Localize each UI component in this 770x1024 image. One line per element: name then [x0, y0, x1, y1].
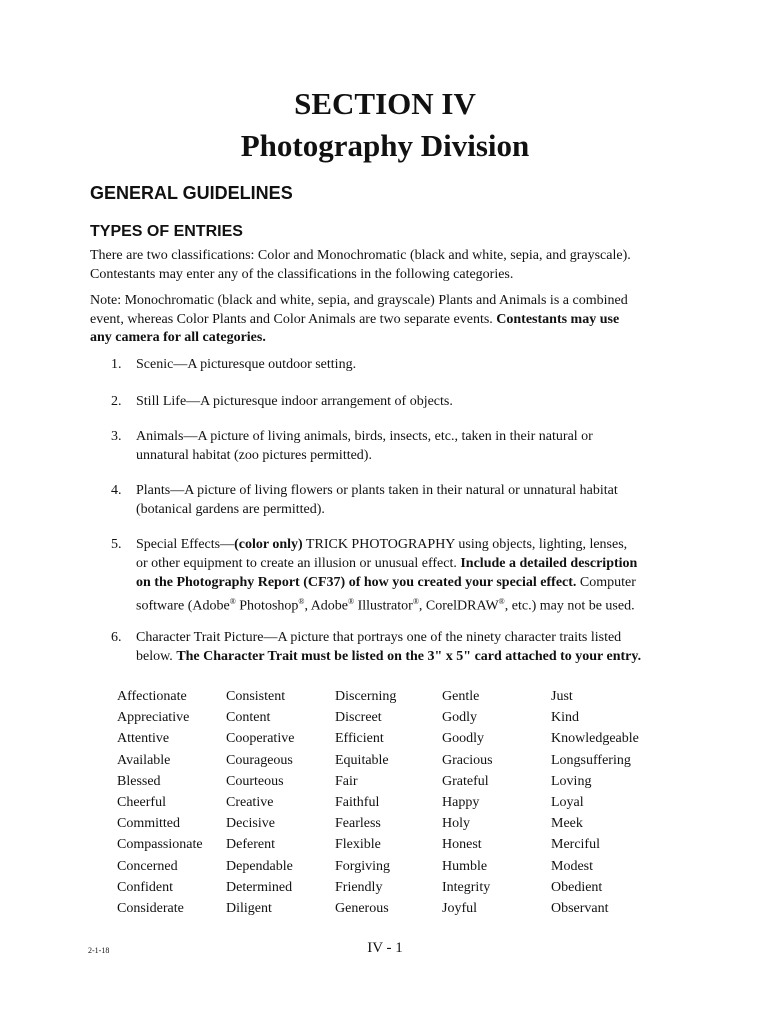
traits-column	[551, 686, 663, 919]
trait-item: Fair	[335, 773, 358, 789]
trait-item: Consistent	[226, 689, 286, 704]
traits-column	[442, 686, 554, 919]
note-text: event, whereas Color Plants and Color Animals are two separate events.	[90, 311, 497, 327]
item-text: Plants—A picture of living flowers or plants taken in their natural or unnatural habitat	[136, 483, 618, 498]
trait-item: Courageous	[226, 752, 293, 768]
note-bold-text: Contestants may use	[496, 311, 620, 327]
item-text	[136, 592, 691, 616]
trait-item: Flexible	[335, 837, 381, 853]
item-text-part: below.	[136, 649, 177, 664]
item-text: Scenic—A picturesque outdoor setting.	[136, 357, 357, 372]
trait-item: Integrity	[442, 879, 491, 895]
trait-item: Just	[551, 689, 573, 704]
trait-item: Considerate	[117, 900, 184, 916]
page-number: IV - 1	[367, 940, 403, 956]
traits-column	[117, 686, 229, 919]
trait-item: Holy	[442, 816, 470, 832]
trait-item: Dependable	[226, 858, 293, 874]
trait-item: Decisive	[226, 816, 275, 832]
item-text	[136, 535, 691, 554]
item-number: 1.	[111, 357, 122, 372]
trait-item: Available	[117, 752, 171, 768]
section-title: SECTION IV	[294, 86, 476, 121]
trait-item: Efficient	[335, 731, 384, 747]
trait-item: Humble	[442, 858, 488, 874]
trait-item: Knowledgeable	[551, 731, 639, 747]
trait-item: Joyful	[442, 900, 477, 916]
trait-item: Blessed	[117, 773, 161, 789]
classifications-paragraph	[90, 247, 690, 284]
trait-item: Generous	[335, 900, 389, 916]
trait-item: Concerned	[117, 858, 178, 874]
trait-item: Goodly	[442, 731, 484, 747]
item-text-part: , Adobe	[304, 598, 349, 614]
trait-item: Determined	[226, 879, 293, 895]
trait-item: Obedient	[551, 879, 603, 895]
trait-item: Confident	[117, 879, 173, 895]
trait-item: Diligent	[226, 900, 272, 916]
trait-item: Loving	[551, 773, 592, 789]
trait-item: Friendly	[335, 879, 383, 895]
types-of-entries-heading: TYPES OF ENTRIES	[90, 223, 243, 240]
trait-item: Kind	[551, 710, 579, 726]
trait-item: Discerning	[335, 689, 397, 704]
item-text-part: Special Effects—	[136, 537, 235, 552]
traits-column	[335, 686, 447, 919]
registered-mark: ®	[348, 597, 355, 606]
trait-item: Forgiving	[335, 858, 390, 874]
item-number: 4.	[111, 483, 122, 498]
item-text: Animals—A picture of living animals, birds, insects, etc., taken in their natural or	[136, 429, 593, 444]
general-guidelines-heading: GENERAL GUIDELINES	[90, 183, 293, 203]
paragraph-line	[90, 311, 690, 330]
item-text-part: software (Adobe	[136, 598, 230, 614]
registered-mark: ®	[298, 597, 305, 606]
item-text-part: Illustrator	[354, 598, 413, 614]
item-bold-part: (color only)	[234, 537, 303, 552]
item-number: 2.	[111, 394, 122, 409]
item-bold-part: on the Photography Report (CF37) of how you created your special effect.	[136, 575, 577, 590]
trait-item: Courteous	[226, 773, 284, 789]
item-text-part: TRICK PHOTOGRAPHY using objects, lighting, lenses,	[302, 537, 628, 552]
division-title: Photography Division	[240, 128, 530, 163]
trait-item: Cooperative	[226, 731, 295, 747]
trait-item: Grateful	[442, 773, 489, 789]
trait-item: Godly	[442, 710, 477, 726]
trait-item: Merciful	[551, 837, 600, 853]
trait-item: Affectionate	[117, 689, 187, 704]
trait-item: Equitable	[335, 752, 389, 768]
trait-item: Appreciative	[117, 710, 190, 726]
item-number: 3.	[111, 429, 122, 444]
registered-mark: ®	[412, 597, 419, 606]
item-text-part: , CorelDRAW	[418, 598, 499, 614]
item-text	[136, 573, 691, 592]
item-text	[136, 647, 691, 666]
trait-item: Deferent	[226, 837, 275, 853]
trait-item: Attentive	[117, 731, 170, 747]
trait-item: Gentle	[442, 689, 480, 704]
paragraph-line: Contestants may enter any of the classifications in the following categories.	[90, 266, 514, 282]
trait-item: Committed	[117, 816, 180, 832]
trait-item: Loyal	[551, 794, 584, 810]
item-text: unnatural habitat (zoo pictures permitted).	[136, 448, 372, 463]
trait-item: Modest	[551, 858, 593, 874]
trait-item: Meek	[551, 816, 583, 832]
traits-column	[226, 686, 338, 919]
item-bold-part: Include a detailed description	[460, 556, 638, 571]
trait-item: Cheerful	[117, 794, 166, 810]
item-text-part: , etc.) may not be used.	[504, 598, 635, 614]
trait-item: Faithful	[335, 794, 380, 810]
note-paragraph	[90, 292, 690, 348]
item-text: (botanical gardens are permitted).	[136, 502, 325, 517]
registered-mark: ®	[229, 597, 236, 606]
item-text-part: or other equipment to create an illusion or unusual effect.	[136, 556, 461, 571]
paragraph-line: Note: Monochromatic (black and white, sepia, and grayscale) Plants and Animals is a combined	[90, 293, 628, 308]
trait-item: Content	[226, 710, 271, 726]
trait-item: Discreet	[335, 710, 382, 726]
item-text-part: Photoshop	[235, 598, 299, 614]
item-text: Character Trait Picture—A picture that portrays one of the ninety character traits listed	[136, 630, 622, 645]
item-number: 6.	[111, 630, 122, 645]
item-text-part: Computer	[576, 575, 636, 590]
trait-item: Longsuffering	[551, 752, 631, 768]
item-text	[136, 554, 691, 573]
item-number: 5.	[111, 537, 122, 552]
trait-item: Creative	[226, 794, 274, 810]
trait-item: Fearless	[335, 816, 381, 832]
trait-item: Compassionate	[117, 837, 203, 853]
registered-mark: ®	[498, 597, 505, 606]
paragraph-line: There are two classifications: Color and Monochromatic (black and white, sepia, and grayscale).	[90, 248, 631, 263]
note-bold-text: any camera for all categories.	[90, 330, 266, 345]
footer-date: 2-1-18	[88, 946, 110, 955]
item-bold-part: The Character Trait must be listed on the 3" x 5" card attached to your entry.	[176, 649, 642, 664]
trait-item: Gracious	[442, 752, 493, 768]
trait-item: Honest	[442, 837, 482, 853]
trait-item: Happy	[442, 794, 480, 810]
item-text: Still Life—A picturesque indoor arrangement of objects.	[136, 394, 453, 409]
trait-item: Observant	[551, 900, 609, 916]
paragraph-line	[90, 329, 690, 348]
